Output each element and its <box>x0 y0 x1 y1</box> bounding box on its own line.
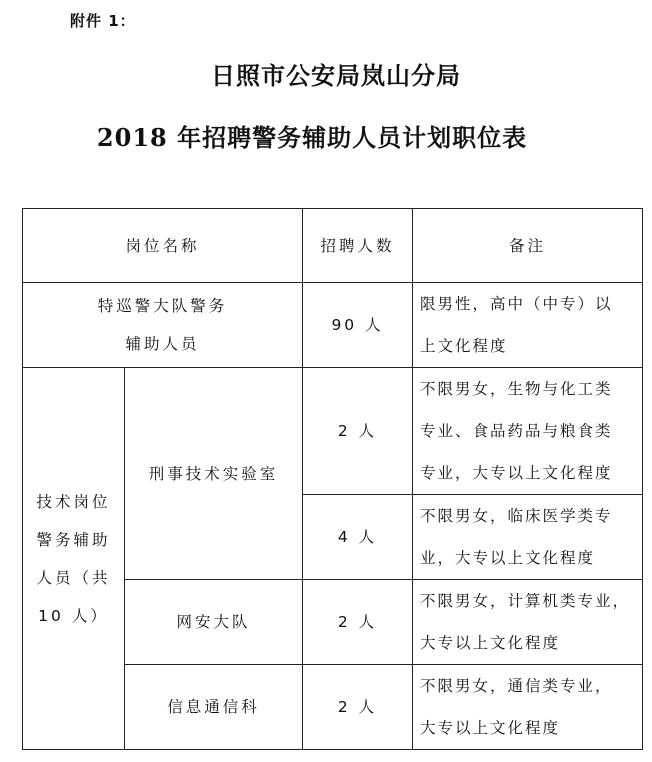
recruitment-table <box>22 208 643 750</box>
note-cell <box>413 665 643 750</box>
note-cell <box>413 283 643 368</box>
document-title-line1: 日照市公安局岚山分局 <box>211 61 461 90</box>
subunit-cell: 信息通信科 <box>125 665 303 750</box>
note-text: 大专以上文化程度 <box>420 719 561 737</box>
note-cell <box>413 580 643 665</box>
note-text: 不限男女，临床医学类专 <box>420 507 613 525</box>
count-cell: 2 人 <box>303 368 413 495</box>
note-text: 专业，大专以上文化程度 <box>420 464 613 482</box>
note-text: 不限男女，通信类专业， <box>420 677 613 695</box>
note-cell <box>413 368 643 495</box>
group-label-text: 人员（共 <box>36 568 111 587</box>
position-text: 特巡警大队警务 <box>97 297 228 315</box>
attachment-label: 附件 1： <box>70 12 136 30</box>
position-cell <box>23 283 303 368</box>
note-text: 专业、食品药品与粮食类 <box>420 422 613 440</box>
subunit-cell: 网安大队 <box>125 580 303 665</box>
count-cell: 90 人 <box>303 283 413 368</box>
position-text: 辅助人员 <box>125 335 200 353</box>
group-label-text: 技术岗位 <box>36 492 111 511</box>
note-text: 限男性，高中（中专）以 <box>420 295 613 313</box>
table-header-row <box>23 209 643 283</box>
group-label-text: 10 人） <box>38 606 109 625</box>
count-cell: 4 人 <box>303 495 413 580</box>
table-row <box>23 368 643 495</box>
header-count: 招聘人数 <box>303 209 413 283</box>
header-position: 岗位名称 <box>23 209 303 283</box>
subunit-cell: 刑事技术实验室 <box>125 368 303 580</box>
count-cell: 2 人 <box>303 580 413 665</box>
note-text: 不限男女，生物与化工类 <box>420 380 613 398</box>
group-label-text: 警务辅助 <box>36 530 111 549</box>
note-cell <box>413 495 643 580</box>
note-text: 业，大专以上文化程度 <box>420 549 596 567</box>
document-title-line2: 2018 年招聘警务辅助人员计划职位表 <box>96 123 528 152</box>
tech-group-cell <box>23 368 125 750</box>
note-text: 不限男女，计算机类专业， <box>420 592 631 610</box>
header-note: 备注 <box>413 209 643 283</box>
note-text: 大专以上文化程度 <box>420 634 561 652</box>
note-text: 上文化程度 <box>420 337 508 355</box>
table-row <box>23 283 643 368</box>
count-cell: 2 人 <box>303 665 413 750</box>
